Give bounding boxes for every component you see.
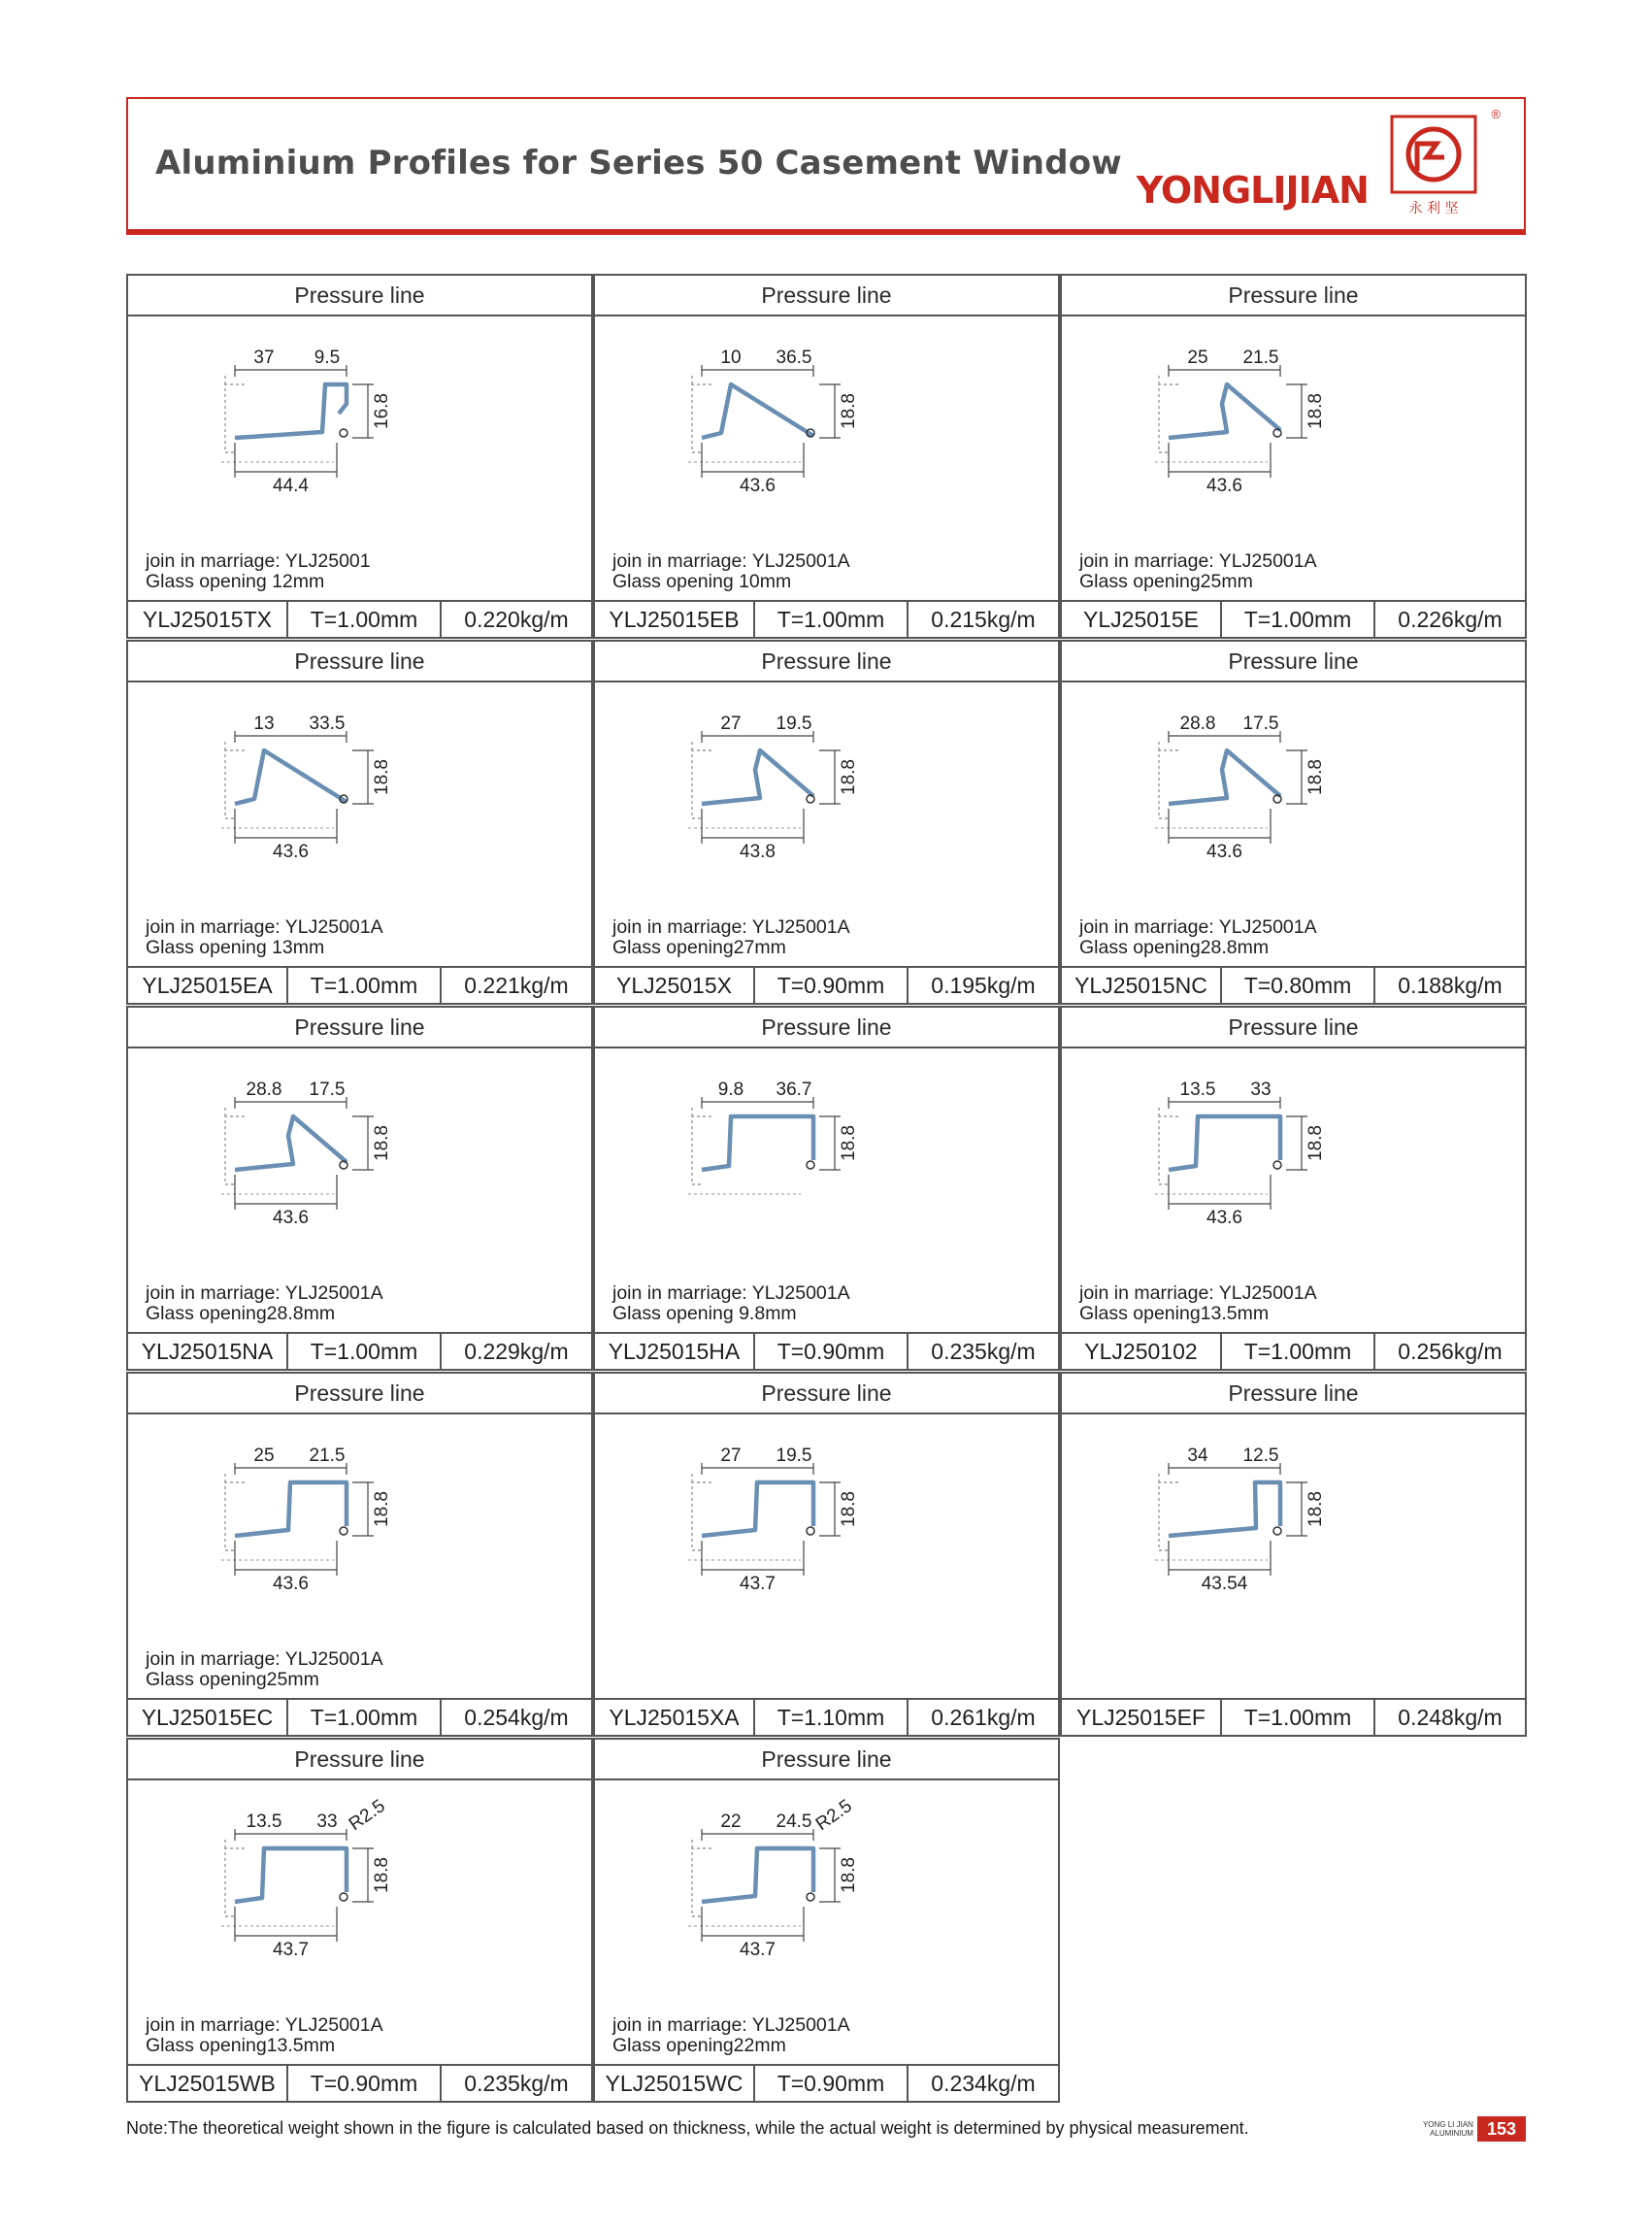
dim-top-right: 12.5 [1242, 1446, 1279, 1466]
dim-bottom: 43.7 [740, 1574, 776, 1594]
side-dim-line [1286, 1482, 1307, 1536]
dim-bottom: 43.6 [273, 842, 309, 862]
marriage-note [612, 2015, 850, 2056]
dim-top-left: 25 [253, 1446, 275, 1466]
glass-opening-text: Glass opening 10mm [612, 571, 792, 592]
footer-brand-text [1423, 2120, 1473, 2138]
dim-top-right: 36.7 [776, 1080, 812, 1100]
dim-top-left: 10 [720, 348, 742, 368]
profile-thickness: T=1.00mm [755, 602, 909, 637]
dim-top-left: 28.8 [1179, 714, 1216, 734]
footer-brand [1423, 2116, 1526, 2142]
side-dim-line [352, 384, 374, 438]
page-header [126, 97, 1526, 235]
profile-cell [593, 640, 1060, 1005]
profile-drawing [128, 1414, 591, 1657]
spec-row [128, 600, 591, 637]
profile-cell [1060, 1372, 1527, 1737]
dim-top-right: 36.5 [776, 348, 812, 368]
glass-guide [1159, 1473, 1178, 1550]
spec-row [595, 600, 1058, 637]
profile-cell [1060, 1006, 1527, 1371]
dim-side: 18.8 [839, 1125, 859, 1161]
profile-svg [128, 682, 591, 925]
profile-cell [593, 1372, 1060, 1737]
spec-row [128, 966, 591, 1003]
pressure-line-header: Pressure line [595, 1008, 1058, 1048]
gasket-slot [807, 1161, 814, 1169]
join-in-marriage-text: join in marriage: YLJ25001 [146, 550, 371, 572]
glass-guide [692, 1107, 711, 1184]
profile-shape [702, 1482, 813, 1536]
dim-side: 18.8 [1305, 393, 1326, 429]
side-dim-line [1286, 384, 1307, 438]
dim-bottom: 43.6 [1206, 842, 1242, 862]
marriage-note [1079, 1283, 1317, 1324]
dim-top-left: 13 [253, 714, 275, 734]
gasket-slot [1273, 1527, 1281, 1535]
glass-guide [692, 1839, 711, 1916]
join-in-marriage-text: join in marriage: YLJ25001A [146, 1648, 383, 1670]
marriage-note [146, 917, 383, 958]
join-in-marriage-text: join in marriage: YLJ25001A [146, 916, 383, 938]
dim-top-right: 9.5 [314, 348, 341, 368]
profile-cell [126, 274, 593, 639]
dim-side: 18.8 [372, 1125, 392, 1161]
spec-row [595, 1332, 1058, 1369]
footer-brand-line1: YONG LI JIAN [1422, 2120, 1473, 2129]
dim-top-right: 33 [1250, 1080, 1272, 1100]
dim-bottom: 43.7 [740, 1940, 776, 1960]
brand-name: YONGLIJIAN [1136, 169, 1369, 212]
marriage-note [612, 1283, 850, 1324]
profile-weight: 0.234kg/m [931, 2071, 1036, 2096]
marriage-note [1079, 551, 1317, 592]
profile-cell [593, 274, 1060, 639]
profile-shape [1169, 750, 1280, 804]
profile-svg [595, 1780, 1058, 2023]
gasket-slot [807, 1527, 814, 1535]
side-dim-line [352, 1482, 374, 1536]
spec-row [595, 1698, 1058, 1735]
dim-top-right: 21.5 [1242, 348, 1279, 368]
spec-row [595, 966, 1058, 1003]
profile-code: YLJ25015EA [128, 968, 288, 1003]
profile-thickness: T=0.90mm [755, 1334, 909, 1369]
spec-row [595, 2064, 1058, 2101]
profile-code: YLJ25015EF [1062, 1700, 1222, 1735]
join-in-marriage-text: join in marriage: YLJ25001A [146, 1282, 383, 1304]
gasket-slot [340, 1527, 347, 1535]
profile-code: YLJ25015NA [128, 1334, 288, 1369]
profile-shape [235, 1116, 347, 1170]
brand-logo [1388, 113, 1479, 219]
profile-code: YLJ25015EB [595, 602, 755, 637]
dim-top-right: 33.5 [309, 714, 346, 734]
bottom-dim-line [235, 809, 337, 844]
profile-shape [702, 1848, 813, 1902]
profile-code: YLJ25015HA [595, 1334, 755, 1369]
profile-thickness: T=1.00mm [1222, 1700, 1375, 1735]
glass-opening-text: Glass opening 13mm [146, 937, 325, 958]
spec-row [128, 1332, 591, 1369]
profile-code: YLJ25015WB [128, 2066, 288, 2101]
pressure-line-header: Pressure line [1062, 1008, 1525, 1048]
profile-weight: 0.256kg/m [1398, 1339, 1503, 1364]
glass-guide [225, 1107, 245, 1184]
dim-top-right: 21.5 [309, 1446, 346, 1466]
gasket-slot [340, 1893, 347, 1901]
glass-opening-text: Glass opening27mm [612, 937, 786, 958]
profile-thickness: T=1.00mm [1222, 1334, 1375, 1369]
profile-thickness: T=1.00mm [1222, 602, 1375, 637]
bottom-dim-line [235, 1541, 337, 1576]
side-dim-line [352, 1848, 374, 1902]
bottom-dim-line [702, 1541, 804, 1576]
side-dim-line [819, 384, 841, 438]
glass-guide [225, 375, 245, 452]
dim-top-left: 22 [720, 1812, 742, 1832]
dim-top-left: 34 [1187, 1446, 1208, 1466]
profile-svg [595, 682, 1058, 925]
profile-weight: 0.235kg/m [464, 2071, 569, 2096]
dim-top-left: 13.5 [246, 1812, 282, 1832]
marriage-note [612, 551, 850, 592]
profile-shape [1169, 1116, 1280, 1170]
pressure-line-header: Pressure line [595, 1740, 1058, 1780]
profile-thickness: T=1.00mm [288, 968, 442, 1003]
gasket-slot [807, 1893, 814, 1901]
marriage-note [146, 1649, 383, 1690]
profile-drawing [128, 1048, 591, 1291]
glass-guide [692, 375, 711, 452]
glass-guide [225, 741, 245, 818]
dim-top-left: 27 [720, 714, 742, 734]
profile-code: YLJ25015NC [1062, 968, 1222, 1003]
profile-thickness: T=1.00mm [288, 1334, 442, 1369]
pressure-line-header: Pressure line [128, 642, 591, 682]
profile-svg [128, 1780, 591, 2023]
profile-code: YLJ25015TX [128, 602, 288, 637]
dim-side: 16.8 [372, 393, 392, 429]
glass-guide [1159, 1107, 1178, 1184]
glass-guide [1159, 741, 1178, 818]
dim-side: 18.8 [839, 759, 859, 795]
profile-drawing [1062, 316, 1525, 559]
dim-radius: R2.5 [345, 1795, 389, 1836]
profile-code: YLJ250102 [1062, 1334, 1222, 1369]
join-in-marriage-text: join in marriage: YLJ25001A [612, 2014, 850, 2036]
side-dim-line [819, 1116, 841, 1170]
marriage-note [146, 1283, 383, 1324]
profile-svg [1062, 1048, 1525, 1291]
dim-top-left: 28.8 [246, 1080, 282, 1100]
dim-bottom: 43.54 [1201, 1574, 1248, 1594]
profile-weight: 0.221kg/m [464, 973, 569, 998]
profile-weight: 0.188kg/m [1398, 973, 1503, 998]
dim-bottom: 43.6 [273, 1208, 309, 1228]
gasket-slot [1273, 1161, 1281, 1169]
side-dim-line [1286, 750, 1307, 804]
profile-cell [1060, 640, 1527, 1005]
profile-weight: 0.220kg/m [464, 607, 569, 632]
bottom-dim-line [702, 443, 804, 478]
dim-top-left: 27 [720, 1446, 742, 1466]
glass-guide [692, 741, 711, 818]
marriage-note [146, 551, 371, 592]
spec-row [1062, 1698, 1525, 1735]
page-title: Aluminium Profiles for Series 50 Casement Window [155, 144, 1122, 183]
profile-cell [593, 1738, 1060, 2103]
bottom-dim-line [235, 1907, 337, 1942]
profile-grid [126, 274, 1527, 2104]
profile-cell [126, 1006, 593, 1371]
dim-top-right: 24.5 [776, 1812, 812, 1832]
brand-cn: 永 利 坚 [1408, 201, 1459, 216]
profile-weight: 0.226kg/m [1398, 607, 1503, 632]
profile-svg [128, 1414, 591, 1657]
dim-top-right: 33 [316, 1812, 338, 1832]
empty-cell [1060, 1738, 1527, 2103]
gasket-slot [340, 429, 347, 437]
profile-weight: 0.215kg/m [931, 607, 1036, 632]
profile-thickness: T=0.80mm [1222, 968, 1375, 1003]
dim-top-left: 9.8 [717, 1080, 744, 1100]
spec-row [1062, 600, 1525, 637]
bottom-dim-line [235, 1175, 337, 1210]
glass-guide [1159, 375, 1178, 452]
profile-drawing [595, 1414, 1058, 1657]
pressure-line-header: Pressure line [595, 1374, 1058, 1414]
profile-drawing [128, 1780, 591, 2023]
profile-cell [126, 640, 593, 1005]
dim-bottom: 44.4 [273, 476, 309, 496]
glass-guide [225, 1839, 245, 1916]
pressure-line-header: Pressure line [128, 1008, 591, 1048]
dim-bottom: 43.6 [1206, 1208, 1242, 1228]
glass-opening-text: Glass opening28.8mm [1079, 937, 1270, 958]
footer-brand-line2: ALUMINIUM [1430, 2129, 1473, 2138]
profile-cell [1060, 274, 1527, 639]
profile-drawing [128, 682, 591, 925]
profile-thickness: T=1.10mm [755, 1700, 909, 1735]
profile-thickness: T=1.00mm [288, 1700, 442, 1735]
dim-top-left: 25 [1187, 348, 1208, 368]
profile-svg [595, 1414, 1058, 1657]
join-in-marriage-text: join in marriage: YLJ25001A [146, 2014, 383, 2036]
dim-bottom: 43.8 [740, 842, 776, 862]
bottom-dim-line [235, 443, 337, 478]
pressure-line-header: Pressure line [1062, 276, 1525, 316]
glass-opening-text: Glass opening25mm [146, 1669, 319, 1690]
profile-drawing [595, 316, 1058, 559]
dim-radius: R2.5 [811, 1795, 856, 1836]
side-dim-line [819, 1482, 841, 1536]
profile-drawing [1062, 1414, 1525, 1657]
bottom-dim-line [702, 1907, 804, 1942]
profile-weight: 0.261kg/m [931, 1705, 1036, 1730]
bottom-dim-line [1169, 809, 1271, 844]
profile-svg [1062, 1414, 1525, 1657]
profile-weight: 0.229kg/m [464, 1339, 569, 1364]
dim-side: 18.8 [372, 1857, 392, 1893]
glass-opening-text: Glass opening22mm [612, 2035, 786, 2056]
dim-side: 18.8 [372, 759, 392, 795]
profile-drawing [1062, 1048, 1525, 1291]
side-dim-line [819, 750, 841, 804]
dim-bottom: 43.6 [740, 476, 776, 496]
profile-thickness: T=1.00mm [288, 602, 442, 637]
glass-guide [225, 1473, 245, 1550]
dim-bottom: 43.6 [273, 1574, 309, 1594]
pressure-line-header: Pressure line [1062, 1374, 1525, 1414]
join-in-marriage-text: join in marriage: YLJ25001A [612, 550, 850, 572]
profile-svg [595, 1048, 1058, 1291]
page-number: 153 [1477, 2116, 1526, 2142]
profile-thickness: T=0.90mm [755, 968, 909, 1003]
bottom-dim-line [1169, 443, 1271, 478]
join-in-marriage-text: join in marriage: YLJ25001A [612, 916, 850, 938]
profile-svg [128, 1048, 591, 1291]
profile-drawing [1062, 682, 1525, 925]
profile-svg [1062, 682, 1525, 925]
profile-cell [593, 1006, 1060, 1371]
marriage-note [146, 2015, 383, 2056]
dim-top-left: 13.5 [1179, 1080, 1216, 1100]
side-dim-line [819, 1848, 841, 1902]
spec-row [1062, 1332, 1525, 1369]
profile-svg [595, 316, 1058, 559]
bottom-dim-line [702, 809, 804, 844]
footnote: Note:The theoretical weight shown in the figure is calculated based on thickness, while the actual weight is determined by physical measurement. [126, 2118, 1249, 2138]
profile-drawing [595, 682, 1058, 925]
profile-shape [1169, 1482, 1280, 1536]
profile-svg [1062, 316, 1525, 559]
bottom-dim-line [1169, 1175, 1271, 1210]
profile-drawing [595, 1048, 1058, 1291]
glass-opening-text: Glass opening 9.8mm [612, 1303, 797, 1324]
join-in-marriage-text: join in marriage: YLJ25001A [612, 1282, 850, 1304]
profile-weight: 0.254kg/m [464, 1705, 569, 1730]
join-in-marriage-text: join in marriage: YLJ25001A [1079, 1282, 1317, 1304]
profile-code: YLJ25015E [1062, 602, 1222, 637]
profile-weight: 0.235kg/m [931, 1339, 1036, 1364]
marriage-note [1079, 917, 1317, 958]
bottom-dim-line [1169, 1541, 1271, 1576]
pressure-line-header: Pressure line [128, 1740, 591, 1780]
profile-code: YLJ25015XA [595, 1700, 755, 1735]
glass-opening-text: Glass opening13.5mm [1079, 1303, 1270, 1324]
glass-opening-text: Glass opening28.8mm [146, 1303, 336, 1324]
pressure-line-header: Pressure line [128, 1374, 591, 1414]
profile-shape [235, 1848, 347, 1902]
profile-svg [128, 316, 591, 559]
profile-shape [702, 1116, 813, 1170]
pressure-line-header: Pressure line [128, 276, 591, 316]
side-dim-line [352, 1116, 374, 1170]
profile-code: YLJ25015WC [595, 2066, 755, 2101]
side-dim-line [352, 750, 374, 804]
join-in-marriage-text: join in marriage: YLJ25001A [1079, 916, 1317, 938]
spec-row [128, 2064, 591, 2101]
profile-shape [1169, 384, 1280, 438]
pressure-line-header: Pressure line [1062, 642, 1525, 682]
pressure-line-header: Pressure line [595, 642, 1058, 682]
glass-guide [692, 1473, 711, 1550]
dim-top-right: 17.5 [1242, 714, 1279, 734]
dim-bottom: 43.7 [273, 1940, 309, 1960]
dim-top-left: 37 [253, 348, 275, 368]
dim-side: 18.8 [839, 1491, 859, 1527]
profile-cell [126, 1738, 593, 2103]
profile-drawing [595, 1780, 1058, 2023]
profile-shape [702, 750, 813, 804]
profile-shape [235, 750, 347, 804]
registered-mark: ® [1491, 107, 1501, 121]
profile-shape [702, 384, 813, 438]
profile-drawing [128, 316, 591, 559]
dim-side: 18.8 [1305, 759, 1326, 795]
marriage-note [612, 917, 850, 958]
dim-side: 18.8 [839, 1857, 859, 1893]
profile-code: YLJ25015EC [128, 1700, 288, 1735]
profile-weight: 0.195kg/m [931, 973, 1036, 998]
profile-cell [126, 1372, 593, 1737]
dim-top-right: 19.5 [776, 1446, 812, 1466]
pressure-line-header: Pressure line [595, 276, 1058, 316]
dim-side: 18.8 [372, 1491, 392, 1527]
spec-row [128, 1698, 591, 1735]
glass-opening-text: Glass opening13.5mm [146, 2035, 336, 2056]
profile-thickness: T=0.90mm [288, 2066, 442, 2101]
dim-side: 18.8 [1305, 1491, 1326, 1527]
profile-shape [235, 384, 347, 438]
side-dim-line [1286, 1116, 1307, 1170]
dim-side: 18.8 [1305, 1125, 1326, 1161]
dim-top-right: 19.5 [776, 714, 812, 734]
dim-side: 18.8 [839, 393, 859, 429]
glass-opening-text: Glass opening 12mm [146, 571, 325, 592]
join-in-marriage-text: join in marriage: YLJ25001A [1079, 550, 1317, 572]
dim-top-right: 17.5 [309, 1080, 346, 1100]
profile-thickness: T=0.90mm [755, 2066, 909, 2101]
profile-weight: 0.248kg/m [1398, 1705, 1503, 1730]
spec-row [1062, 966, 1525, 1003]
glass-opening-text: Glass opening25mm [1079, 571, 1253, 592]
profile-shape [235, 1482, 347, 1536]
dim-bottom: 43.6 [1206, 476, 1242, 496]
profile-code: YLJ25015X [595, 968, 755, 1003]
